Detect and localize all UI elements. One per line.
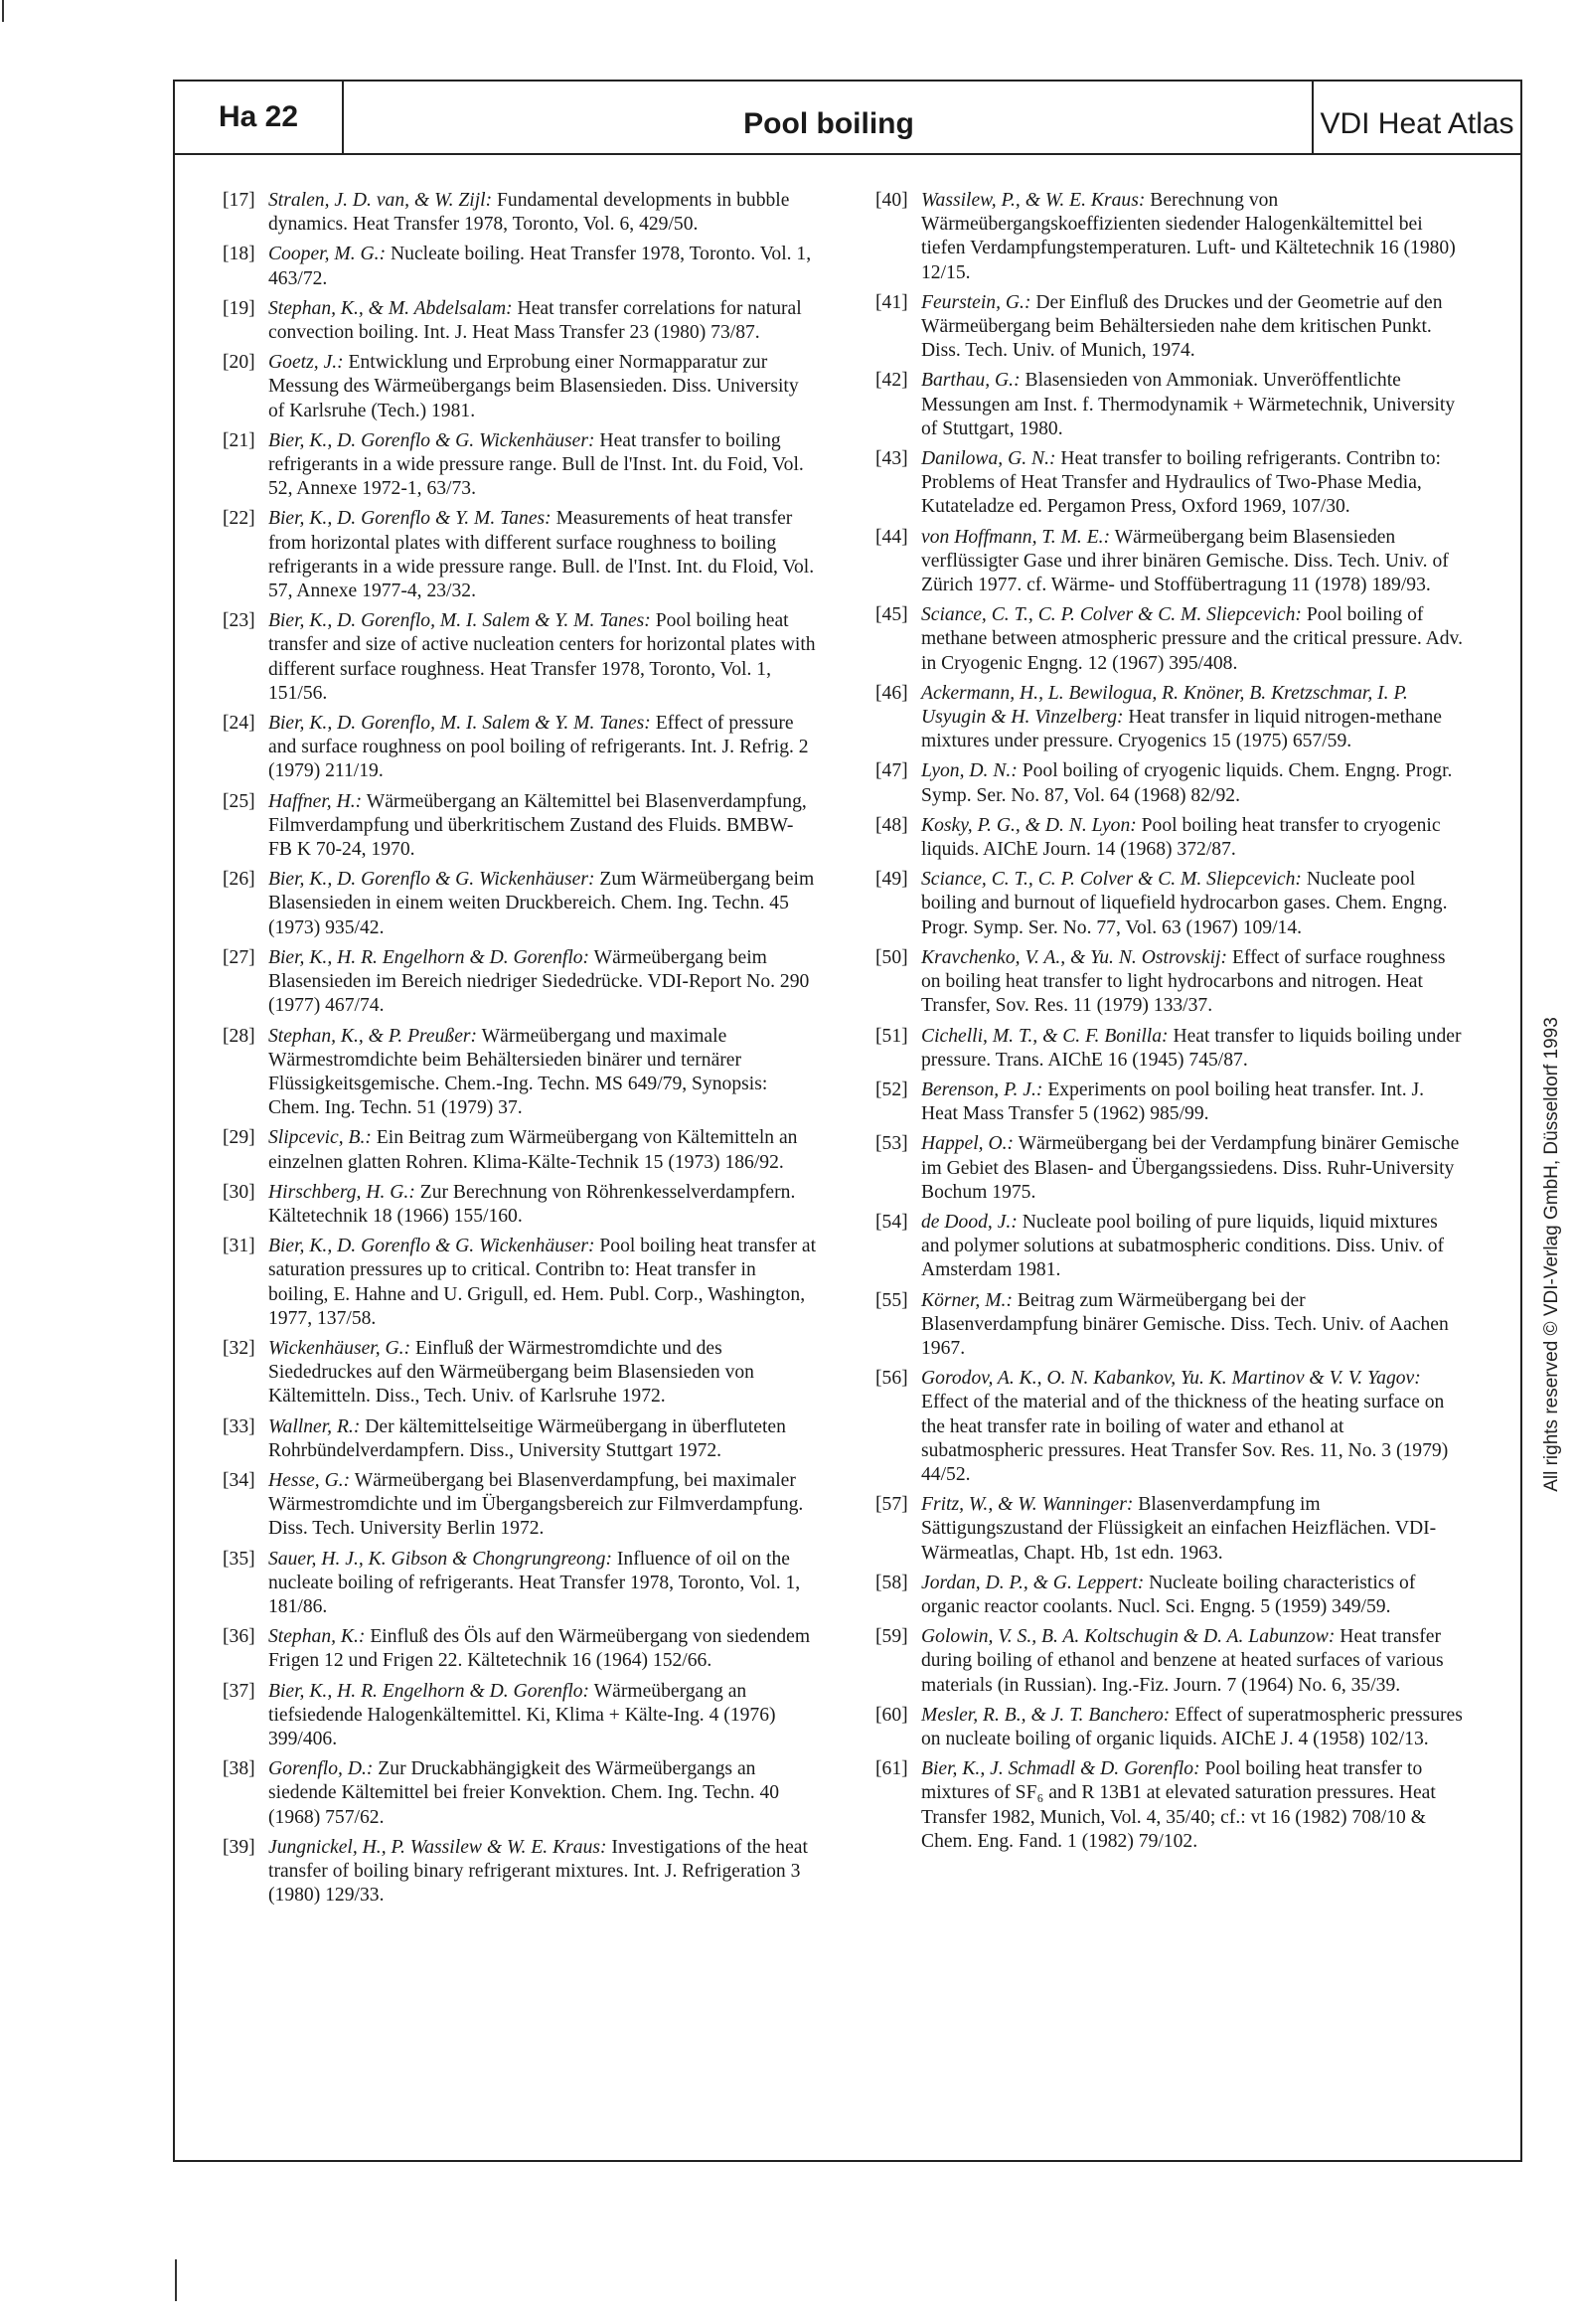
reference-number: [51] bbox=[875, 1025, 908, 1047]
reference-citation: Zum Wärmeübergang beim Blasensieden in einem weiten Druckbereich. Chem. Ing. Techn. 45 (1973) 935/42. bbox=[268, 869, 815, 938]
reference-number: [40] bbox=[875, 190, 908, 211]
reference-entry bbox=[223, 1836, 817, 1909]
reference-entry bbox=[223, 429, 817, 502]
reference-entry bbox=[223, 1181, 817, 1229]
reference-citation: Pool boiling of methane between atmospheric pressure and the critical pressure. Adv. in Cryogenic Engng. 12 (1967) 395/408. bbox=[921, 604, 1463, 674]
reference-number: [61] bbox=[875, 1758, 908, 1780]
reference-citation: Heat transfer to boiling refrigerants. Contribn to: Problems of Heat Transfer and Hydraulics of Two-Phase Media, Kutateladze ed. Pergamon Press, Oxford 1969, 107/30. bbox=[921, 448, 1441, 518]
reference-entry bbox=[223, 1337, 817, 1410]
reference-authors: Slipcevic, B.: bbox=[268, 1127, 372, 1149]
reference-authors: Hesse, G.: bbox=[268, 1469, 351, 1491]
reference-citation: Effect of pressure and surface roughness on pool boiling of refrigerants. Int. J. Refrig. 2 (1979) 211/19. bbox=[268, 713, 809, 782]
reference-number: [57] bbox=[875, 1494, 908, 1516]
reference-number: [58] bbox=[875, 1572, 908, 1593]
reference-authors: Happel, O.: bbox=[921, 1133, 1015, 1155]
reference-authors: Sciance, C. T., C. P. Colver & C. M. Sliepcevich: bbox=[921, 604, 1302, 626]
rights-notice: All rights reserved © VDI-Verlag GmbH, Düsseldorf 1993 bbox=[1541, 1017, 1562, 1492]
reference-authors: Wickenhäuser, G.: bbox=[268, 1337, 411, 1359]
reference-entry bbox=[875, 526, 1465, 598]
reference-entry bbox=[875, 291, 1465, 364]
reference-citation: Wärmeübergang bei der Verdampfung binärer Gemische im Gebiet des Blasen- and Übergangssiedens. Diss. Ruhr-University Bochum 1975. bbox=[921, 1133, 1460, 1203]
reference-authors: Sciance, C. T., C. P. Colver & C. M. Sliepcevich: bbox=[921, 869, 1302, 891]
reference-authors: Haffner, H.: bbox=[268, 790, 363, 812]
reference-citation: Nucleate boiling characteristics of organic reactor coolants. Nucl. Sci. Engng. 5 (1959) 349/59. bbox=[921, 1572, 1416, 1617]
reference-authors: Sauer, H. J., K. Gibson & Chongrungreong: bbox=[268, 1548, 612, 1570]
reference-authors: Cooper, M. G.: bbox=[268, 244, 387, 265]
reference-authors: Gorenflo, D.: bbox=[268, 1758, 374, 1780]
reference-authors: Mesler, R. B., & J. T. Banchero: bbox=[921, 1704, 1171, 1726]
reference-authors: Kravchenko, V. A., & Yu. N. Ostrovskij: bbox=[921, 946, 1228, 968]
reference-citation: Nucleate boiling. Heat Transfer 1978, Toronto. Vol. 1, 463/72. bbox=[268, 244, 812, 289]
reference-entry bbox=[223, 1469, 817, 1542]
reference-citation: Experiments on pool boiling heat transfer. Int. J. Heat Mass Transfer 5 (1962) 985/99. bbox=[921, 1079, 1425, 1125]
reference-entry bbox=[875, 603, 1465, 676]
reference-entry bbox=[875, 1493, 1465, 1566]
reference-authors: de Dood, J.: bbox=[921, 1211, 1018, 1233]
reference-citation: Measurements of heat transfer from horizontal plates with different surface roughness to boiling refrigerants in a wide pressure range. Bull. de l'Inst. Int. du Floid, Vol. 57, Annexe 1977-4, 23/32. bbox=[268, 508, 815, 602]
reference-entry bbox=[875, 189, 1465, 285]
reference-citation: Wärmeübergang bei Blasenverdampfung, bei maximaler Wärmestromdichte und im Übergangsbereich zur Filmverdampfung. Diss. Tech. University Berlin 1972. bbox=[268, 1469, 804, 1540]
section-code: Ha 22 bbox=[175, 82, 344, 153]
page-frame bbox=[173, 80, 1522, 2162]
reference-authors: Goetz, J.: bbox=[268, 352, 344, 374]
reference-authors: Bier, K., H. R. Engelhorn & D. Gorenflo: bbox=[268, 946, 590, 968]
reference-number: [32] bbox=[223, 1337, 255, 1359]
reference-number: [46] bbox=[875, 682, 908, 704]
reference-entry bbox=[875, 369, 1465, 441]
reference-entry bbox=[223, 297, 817, 345]
reference-citation: Nucleate pool boiling and burnout of liquefield hydrocarbon gases. Chem. Engng. Progr. Symp. Ser. No. 77, Vol. 63 (1967) 109/14. bbox=[921, 869, 1448, 938]
reference-citation: Wärmeübergang beim Blasensieden im Bereich niedriger Siededrücke. VDI-Report No. 290 (1977) 467/74. bbox=[268, 946, 810, 1017]
reference-citation: Zur Druckabhängigkeit des Wärmeübergangs an siedende Kältemittel bei freier Konvektion. Chem. Ing. Techn. 40 (1968) 757/62. bbox=[268, 1758, 780, 1828]
reference-citation: Einfluß der Wärmestromdichte und des Siededruckes auf den Wärmeübergang beim Blasensieden von Kältemitteln. Diss., Tech. Univ. of Karlsruhe 1972. bbox=[268, 1337, 754, 1408]
reference-entry bbox=[875, 682, 1465, 754]
reference-entry bbox=[223, 1415, 817, 1463]
reference-number: [39] bbox=[223, 1836, 255, 1858]
reference-number: [38] bbox=[223, 1758, 255, 1780]
reference-entry bbox=[875, 1025, 1465, 1073]
reference-number: [47] bbox=[875, 760, 908, 782]
reference-citation: Heat transfer to liquids boiling under pressure. Trans. AIChE 16 (1945) 745/87. bbox=[921, 1025, 1462, 1071]
reference-entry bbox=[223, 1757, 817, 1830]
reference-entry bbox=[875, 1625, 1465, 1698]
reference-entry bbox=[875, 1079, 1465, 1126]
reference-citation: Berechnung von Wärmeübergangskoeffizienten siedender Halogenkältemittel bei tiefen Verdampfungstemperaturen. Luft- und Kältetechnik 16 (1980) 12/15. bbox=[921, 190, 1456, 283]
reference-authors: Lyon, D. N.: bbox=[921, 760, 1018, 782]
reference-entry bbox=[875, 1572, 1465, 1619]
reference-number: [59] bbox=[875, 1626, 908, 1648]
reference-authors: Feurstein, G.: bbox=[921, 291, 1031, 313]
reference-number: [45] bbox=[875, 604, 908, 626]
reference-authors: Stralen, J. D. van, & W. Zijl: bbox=[268, 190, 493, 211]
reference-entry bbox=[223, 868, 817, 940]
reference-authors: Berenson, P. J.: bbox=[921, 1079, 1043, 1100]
reference-citation: Investigations of the heat transfer of boiling binary refrigerant mixtures. Int. J. Refrigeration 3 (1980) 129/33. bbox=[268, 1836, 808, 1907]
reference-number: [22] bbox=[223, 508, 255, 530]
reference-citation: Pool boiling heat transfer at saturation pressures up to critical. Contribn to: Heat transfer in boiling, E. Hahne and U. Grigull, ed. Hem. Publ. Corp., Washington, 1977, 137/58. bbox=[268, 1236, 817, 1329]
reference-citation: Einfluß des Öls auf den Wärmeübergang von siedendem Frigen 12 und Frigen 22. Kältetechnik 16 (1964) 152/66. bbox=[268, 1626, 811, 1672]
reference-number: [36] bbox=[223, 1626, 255, 1648]
reference-entry bbox=[223, 189, 817, 237]
reference-entry bbox=[875, 1211, 1465, 1283]
reference-citation: Influence of oil on the nucleate boiling of refrigerants. Heat Transfer 1978, Toronto, Vol. 1, 181/86. bbox=[268, 1548, 801, 1617]
reference-citation: Heat transfer in liquid nitrogen-methane mixtures under pressure. Cryogenics 15 (1975) 657/59. bbox=[921, 707, 1442, 752]
reference-authors: Bier, K., D. Gorenflo & G. Wickenhäuser: bbox=[268, 1236, 595, 1257]
references-right-column bbox=[875, 189, 1465, 1860]
reference-authors: Wassilew, P., & W. E. Kraus: bbox=[921, 190, 1146, 211]
publication-name: VDI Heat Atlas bbox=[1312, 82, 1520, 153]
scan-margin-mark-bottom bbox=[175, 2259, 177, 2301]
reference-number: [17] bbox=[223, 190, 255, 211]
reference-citation: Pool boiling heat transfer to cryogenic liquids. AIChE Journ. 14 (1968) 372/87. bbox=[921, 814, 1441, 861]
reference-entry bbox=[223, 712, 817, 784]
page-header bbox=[175, 82, 1520, 155]
reference-number: [23] bbox=[223, 610, 255, 632]
reference-entry bbox=[223, 1625, 817, 1673]
reference-number: [42] bbox=[875, 370, 908, 392]
reference-citation: Fundamental developments in bubble dynamics. Heat Transfer 1978, Toronto, Vol. 6, 429/50. bbox=[268, 190, 790, 236]
reference-entry bbox=[875, 814, 1465, 862]
reference-number: [29] bbox=[223, 1127, 255, 1149]
page-title: Pool boiling bbox=[743, 107, 914, 140]
reference-number: [48] bbox=[875, 814, 908, 836]
reference-entry bbox=[223, 243, 817, 290]
reference-citation: Blasenverdampfung im Sättigungszustand der Flüssigkeit an einfachen Heizflächen. VDI-Wärmeatlas, Chapt. Hb, 1st edn. 1963. bbox=[921, 1494, 1437, 1564]
reference-authors: von Hoffmann, T. M. E.: bbox=[921, 526, 1111, 548]
reference-number: [53] bbox=[875, 1133, 908, 1155]
reference-number: [37] bbox=[223, 1680, 255, 1702]
reference-number: [60] bbox=[875, 1704, 908, 1726]
reference-entry bbox=[875, 1757, 1465, 1854]
reference-number: [44] bbox=[875, 526, 908, 548]
reference-number: [52] bbox=[875, 1079, 908, 1100]
reference-number: [34] bbox=[223, 1469, 255, 1491]
reference-entry bbox=[223, 1126, 817, 1174]
reference-number: [55] bbox=[875, 1289, 908, 1311]
reference-entry bbox=[875, 1289, 1465, 1362]
reference-entry bbox=[875, 946, 1465, 1019]
reference-citation: Wärmeübergang an Kältemittel bei Blasenverdampfung, Filmverdampfung und überkritischem Zustand des Fluids. BMBW-FB K 70-24, 1970. bbox=[268, 790, 807, 861]
reference-authors: Jungnickel, H., P. Wassilew & W. E. Kraus: bbox=[268, 1836, 607, 1858]
reference-entry bbox=[223, 609, 817, 706]
reference-authors: Bier, K., J. Schmadl & D. Gorenflo: bbox=[921, 1758, 1200, 1780]
reference-authors: Wallner, R.: bbox=[268, 1415, 361, 1437]
reference-entry bbox=[875, 759, 1465, 807]
reference-entry bbox=[223, 1680, 817, 1752]
reference-entry bbox=[223, 1548, 817, 1620]
reference-authors: Fritz, W., & W. Wanninger: bbox=[921, 1494, 1134, 1516]
reference-number: [49] bbox=[875, 869, 908, 891]
reference-authors: Golowin, V. S., B. A. Koltschugin & D. A. Labunzow: bbox=[921, 1626, 1336, 1648]
reference-entry bbox=[223, 351, 817, 423]
reference-authors: Bier, K., D. Gorenflo & Y. M. Tanes: bbox=[268, 508, 552, 530]
reference-entry bbox=[223, 1235, 817, 1331]
reference-authors: Bier, K., D. Gorenflo & G. Wickenhäuser: bbox=[268, 869, 595, 891]
reference-number: [30] bbox=[223, 1181, 255, 1203]
reference-authors: Hirschberg, H. G.: bbox=[268, 1181, 415, 1203]
reference-number: [25] bbox=[223, 790, 255, 812]
reference-number: [26] bbox=[223, 869, 255, 891]
reference-number: [21] bbox=[223, 429, 255, 451]
reference-citation: Blasensieden von Ammoniak. Unveröffentlichte Messungen am Inst. f. Thermodynamik + Wärmetechnik, University of Stuttgart, 1980. bbox=[921, 370, 1456, 439]
reference-entry bbox=[223, 507, 817, 603]
reference-number: [19] bbox=[223, 297, 255, 319]
reference-entry bbox=[875, 1704, 1465, 1751]
reference-citation: Heat transfer correlations for natural convection boiling. Int. J. Heat Mass Transfer 23 (1980) 73/87. bbox=[268, 297, 802, 344]
reference-citation: Beitrag zum Wärmeübergang bei der Blasenverdampfung binärer Gemische. Diss. Tech. Univ. of Aachen 1967. bbox=[921, 1289, 1449, 1359]
reference-citation: Pool boiling heat transfer to mixtures of SF₆ and R 13B1 at elevated saturation pressures. Heat Transfer 1982, Munich, Vol. 4, 35/40; cf.: vt 16 (1982) 708/10 & Chem. Eng. Fand. 1 (1982) 79/102. bbox=[921, 1758, 1436, 1852]
reference-entry bbox=[223, 1025, 817, 1121]
reference-citation: Pool boiling heat transfer and size of active nucleation centers for horizontal plates with different surface roughness. Heat Transfer 1978, Toronto, Vol. 1, 151/56. bbox=[268, 610, 816, 704]
reference-citation: Wärmeübergang und maximale Wärmestromdichte beim Behältersieden binärer und ternärer Flüssigkeitsgemische. Chem.-Ing. Techn. MS 649/79, Synopsis: Chem. Ing. Techn. 51 (1979) 37. bbox=[268, 1025, 768, 1119]
reference-authors: Bier, K., H. R. Engelhorn & D. Gorenflo: bbox=[268, 1680, 590, 1702]
reference-entry bbox=[223, 946, 817, 1019]
reference-authors: Bier, K., D. Gorenflo & G. Wickenhäuser: bbox=[268, 429, 595, 451]
reference-authors: Kosky, P. G., & D. N. Lyon: bbox=[921, 814, 1137, 836]
reference-authors: Cichelli, M. T., & C. F. Bonilla: bbox=[921, 1025, 1169, 1047]
reference-authors: Stephan, K., & P. Preußer: bbox=[268, 1025, 478, 1047]
reference-entry bbox=[875, 1367, 1465, 1487]
reference-authors: Gorodov, A. K., O. N. Kabankov, Yu. K. Martinov & V. V. Yagov: bbox=[921, 1368, 1421, 1390]
reference-citation: Effect of superatmospheric pressures on nucleate boiling of organic liquids. AIChE J. 4 (1958) 102/13. bbox=[921, 1704, 1463, 1749]
reference-number: [33] bbox=[223, 1415, 255, 1437]
reference-number: [35] bbox=[223, 1548, 255, 1570]
reference-citation: Der kältemittelseitige Wärmeübergang in überfluteten Rohrbündelverdampfern. Diss., University Stuttgart 1972. bbox=[268, 1415, 786, 1461]
reference-number: [28] bbox=[223, 1025, 255, 1047]
reference-authors: Barthau, G.: bbox=[921, 370, 1021, 392]
reference-number: [54] bbox=[875, 1211, 908, 1233]
reference-citation: Effect of the material and of the thickness of the heating surface on the heat transfer rate in boiling of water and ethanol at subatmospheric pressures. Heat Transfer Sov. Res. 11, No. 3 (1979) 44/52. bbox=[921, 1392, 1449, 1485]
reference-citation: Wärmeübergang an tiefsiedende Halogenkältemittel. Ki, Klima + Kälte-Ing. 4 (1976) 399/406. bbox=[268, 1680, 776, 1749]
reference-authors: Danilowa, G. N.: bbox=[921, 448, 1056, 470]
reference-authors: Ackermann, H., L. Bewilogua, R. Knöner, B. Kretzschmar, I. P. Usyugin & H. Vinzelberg: bbox=[921, 682, 1408, 729]
reference-number: [24] bbox=[223, 713, 255, 735]
reference-citation: Ein Beitrag zum Wärmeübergang von Kältemitteln an einzelnen glatten Rohren. Klima-Kälte-Technik 15 (1973) 186/92. bbox=[268, 1127, 798, 1173]
reference-authors: Jordan, D. P., & G. Leppert: bbox=[921, 1572, 1145, 1593]
reference-authors: Stephan, K., & M. Abdelsalam: bbox=[268, 297, 513, 319]
reference-entry bbox=[875, 447, 1465, 520]
reference-citation: Entwicklung und Erprobung einer Normapparatur zur Messung des Wärmeübergangs beim Blasensieden. Diss. University of Karlsruhe (Tech.) 1981. bbox=[268, 352, 799, 421]
reference-citation: Zur Berechnung von Röhrenkesselverdampfern. Kältetechnik 18 (1966) 155/160. bbox=[268, 1181, 796, 1227]
reference-number: [27] bbox=[223, 946, 255, 968]
reference-citation: Nucleate pool boiling of pure liquids, liquid mixtures and polymer solutions at subatmospheric conditions. Diss. Univ. of Amsterdam 1981. bbox=[921, 1211, 1445, 1281]
reference-number: [41] bbox=[875, 291, 908, 313]
reference-citation: Wärmeübergang beim Blasensieden verflüssigter Gase und ihrer binären Gemische. Diss. Tech. Univ. of Zürich 1977. cf. Wärme- und Stoffübertragung 11 (1978) 189/93. bbox=[921, 526, 1449, 596]
reference-number: [56] bbox=[875, 1368, 908, 1390]
reference-number: [43] bbox=[875, 448, 908, 470]
reference-citation: Pool boiling of cryogenic liquids. Chem. Engng. Progr. Symp. Ser. No. 87, Vol. 64 (1968) 82/92. bbox=[921, 760, 1453, 806]
reference-number: [50] bbox=[875, 946, 908, 968]
reference-entry bbox=[875, 1132, 1465, 1205]
reference-entry bbox=[875, 868, 1465, 940]
reference-citation: Der Einfluß des Druckes und der Geometrie auf den Wärmeübergang beim Behältersieden nahe dem kritischen Punkt. Diss. Tech. Univ. of Munich, 1974. bbox=[921, 291, 1443, 362]
reference-number: [18] bbox=[223, 244, 255, 265]
scan-margin-mark-top bbox=[2, 0, 4, 22]
reference-entry bbox=[223, 790, 817, 863]
references-left-column bbox=[223, 189, 817, 1913]
reference-citation: Effect of surface roughness on boiling heat transfer to light hydrocarbons and nitrogen. Heat Transfer, Sov. Res. 11 (1979) 133/37. bbox=[921, 946, 1446, 1017]
reference-authors: Bier, K., D. Gorenflo, M. I. Salem & Y. M. Tanes: bbox=[268, 610, 651, 632]
reference-authors: Bier, K., D. Gorenflo, M. I. Salem & Y. M. Tanes: bbox=[268, 713, 651, 735]
reference-number: [20] bbox=[223, 352, 255, 374]
reference-citation: Heat transfer to boiling refrigerants in a wide pressure range. Bull de l'Inst. Int. du Foid, Vol. 52, Annexe 1972-1, 63/73. bbox=[268, 429, 804, 500]
reference-citation: Heat transfer during boiling of ethanol and benzene at heated surfaces of various materials (in Russian). Ing.-Fiz. Journ. 7 (1964) No. 6, 35/39. bbox=[921, 1626, 1444, 1696]
reference-authors: Stephan, K.: bbox=[268, 1626, 366, 1648]
reference-authors: Körner, M.: bbox=[921, 1289, 1013, 1311]
reference-number: [31] bbox=[223, 1236, 255, 1257]
